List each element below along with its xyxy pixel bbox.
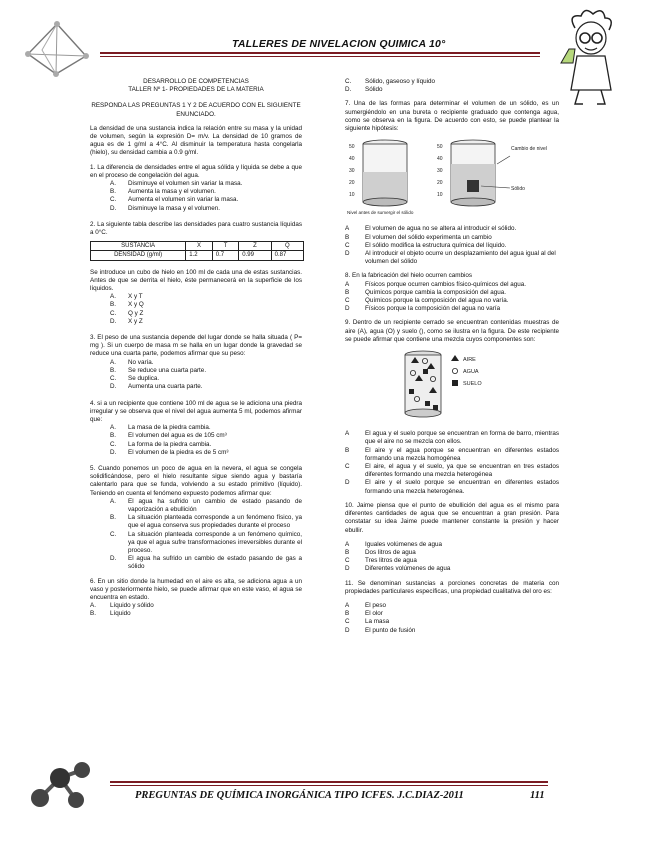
table-header-cell: T [212, 242, 239, 251]
option-a[interactable]: A Físicos porque ocurren cambios físico-químicos del agua. [345, 280, 526, 288]
question-stem: 5. Cuando ponemos un poco de agua en la nevera, el agua se congela solidificándose, pero el hielo resultante sigue siendo agua y bastaría calentarlo para que se funda, volviendo a su estado primitivo (líquido). Teniendo en cuenta el fenómeno expuesto podemos afirmar que: [90, 464, 302, 497]
option-c[interactable]: C. Sólido, gaseoso y líquido [345, 78, 436, 85]
option-a[interactable]: A. No varía. [110, 358, 154, 366]
question-7 [345, 100, 559, 266]
tick-label: 40 [349, 156, 355, 163]
tick-label: 20 [349, 180, 355, 187]
table-header-cell: Q [271, 242, 303, 251]
question-9 [345, 319, 559, 495]
question-stem: 11. Se denominan sustancias a porciones concretas de materia con propiedades particulares específicas, una propiedad cualitativa del oro es: [345, 579, 559, 595]
question-8 [345, 272, 559, 313]
option-a[interactable]: A El volumen de agua no se altera al introducir el sólido. [345, 225, 517, 233]
page-number: 111 [530, 790, 545, 801]
table-cell: 0.99 [239, 251, 271, 260]
option-c[interactable]: C. La situación planteada corresponde a un fenómeno químico, ya que el agua sufre transformaciones irreversibles durante el proceso. [110, 530, 302, 554]
tick-label: 10 [437, 192, 443, 199]
table-header-cell: SUSTANCIA [91, 242, 186, 251]
table-cell: 0.87 [271, 251, 303, 260]
option-d[interactable]: D El aire y el suelo porque se encuentran en diferentes estados formando una mezcla heterogénea. [345, 479, 559, 495]
option-b[interactable]: B Dos litros de agua [345, 548, 416, 556]
question-stem: 9. Dentro de un recipiente cerrado se encuentran contenidas muestras de aire (A), agua (O) y suelo (), como se ilustra en la figura. De este recipiente se puede afirmar que contiene una mezcla cuyos componentes son: [345, 319, 559, 343]
option-b[interactable]: B. La situación planteada corresponde a un fenómeno físico, ya que el agua conserva sus propiedades durante el proceso [110, 514, 302, 530]
option-b[interactable]: B El olor [345, 610, 383, 618]
option-c[interactable]: C El sólido modifica la estructura química del líquido. [345, 241, 507, 249]
question-4 [90, 400, 302, 457]
footer-text: PREGUNTAS DE QUÍMICA INORGÁNICA TIPO ICFES. J.C.DIAZ-2011 [135, 790, 464, 801]
option-a[interactable]: A El peso [345, 601, 387, 609]
option-c[interactable]: C. Q y Z [110, 309, 144, 317]
header-rule-thin [100, 56, 540, 57]
workshop-title: TALLER Nº 1- PROPIEDADES DE LA MATERIA [128, 86, 264, 94]
option-d[interactable]: D. Disminuye la masa y el volumen. [110, 204, 221, 212]
closed-container-figure [345, 347, 559, 421]
option-c[interactable]: C La masa [345, 618, 390, 626]
question-stem: 3. El peso de una sustancia depende del lugar donde se halla situada ( P= mg ). Si un cuerpo de masa m se halla en un lugar donde la gravedad se reduce una cuarta parte, podemos afirmar que su peso: [90, 334, 302, 358]
question-stem: 8. En la fabricación del hielo ocurren cambios [345, 272, 473, 280]
question-stem: 10. Jaime piensa que el punto de ebullición del agua es el mismo para diferentes cantidades de agua que se encuentran a gran presión. Para constatar su idea Jaime puede mantener constante la presión y hacer ebullir. [345, 501, 559, 534]
legend-air: AIRE [463, 357, 476, 364]
option-a[interactable]: A Iguales volúmenes de agua [345, 540, 443, 548]
header-rule [100, 52, 540, 54]
label-level-before: Nivel antes de sumergir el sólido [347, 210, 414, 216]
question-6-continued [345, 78, 559, 94]
option-d[interactable]: D Físicos porque la composición del agua no varía [345, 305, 501, 313]
option-d[interactable]: D. El volumen de la piedra es de 5 cm³ [110, 448, 229, 456]
footer-rule [110, 781, 548, 783]
option-b[interactable]: B El volumen del sólido experimenta un cambio [345, 233, 492, 241]
option-c[interactable]: C Químicos porque la composición del agua no varía. [345, 297, 509, 305]
tick-label: 30 [349, 168, 355, 175]
option-d[interactable]: D. X y Z [110, 317, 143, 325]
question-text: Se introduce un cubo de hielo en 100 ml de cada una de estas sustancias. Antes de que se derrita el hielo, éste permanecerá en la superficie de los líquidos. [90, 268, 302, 293]
scientist-cartoon-icon [555, 8, 625, 113]
option-b[interactable]: B. X y Q [110, 301, 144, 309]
label-change-level: Cambio de nivel [511, 146, 547, 153]
header-title: TALLERES DE NIVELACION QUIMICA 10° [232, 38, 446, 50]
option-a[interactable]: A. La masa de la piedra cambia. [110, 424, 211, 432]
option-d[interactable]: D Diferentes volúmenes de agua [345, 565, 451, 573]
option-d[interactable]: D Al introducir el objeto ocurre un desplazamiento del agua igual al del volumen del sólido [345, 250, 556, 266]
tick-label: 40 [437, 156, 443, 163]
option-b[interactable]: B. Líquido [90, 610, 131, 618]
instructions-heading: RESPONDA LAS PREGUNTAS 1 Y 2 DE ACUERDO CON EL SIGUIENTE ENUNCIADO. [91, 102, 301, 118]
table-header-cell: Z [239, 242, 271, 251]
molecule-logo-icon [22, 20, 92, 80]
option-c[interactable]: C El aire, el agua y el suelo, ya que se encuentran en tres estados diferentes formando una mezcla heterogénea [345, 463, 559, 479]
tick-label: 20 [437, 180, 443, 187]
tick-label: 30 [437, 168, 443, 175]
tick-label: 10 [349, 192, 355, 199]
question-1 [90, 164, 302, 213]
question-3 [90, 334, 302, 391]
option-a[interactable]: A. El agua ha sufrido un cambio de estado pasando de vaporización a ebullición [110, 497, 302, 513]
table-cell: 0.7 [212, 251, 239, 260]
question-stem: 4. si a un recipiente que contiene 100 ml de agua se le adiciona una piedra irregular y se observa que el nivel del agua aumenta 5 ml, podemos afirmar que: [90, 399, 302, 423]
question-stem: 2. La siguiente tabla describe las densidades para cuatro sustancia líquidas a 0°C. [90, 220, 302, 237]
left-column [90, 78, 302, 619]
option-c[interactable]: C. Se duplica. [110, 375, 160, 383]
question-11 [345, 580, 559, 635]
option-d[interactable]: D El punto de fusión [345, 626, 416, 634]
option-b[interactable]: B. Aumenta la masa y el volumen. [110, 188, 216, 196]
option-c[interactable]: C Tres litros de agua [345, 557, 417, 565]
table-header-cell: X [186, 242, 213, 251]
tick-label: 50 [349, 144, 355, 151]
option-d[interactable]: D. Sólido [345, 86, 383, 94]
option-d[interactable]: D. El agua ha sufrido un cambio de estado pasando de gas a sólido [110, 555, 302, 571]
tick-label: 50 [437, 144, 443, 151]
legend-soil: SUELO [463, 381, 482, 388]
table-row-label: DENSIDAD (g/ml) [91, 251, 186, 260]
right-column [345, 78, 559, 635]
option-a[interactable]: A. Disminuye el volumen sin variar la masa. [110, 180, 243, 188]
section-heading: DESARROLLO DE COMPETENCIAS [143, 78, 249, 85]
option-b[interactable]: B Químicos porque cambia la composición del agua. [345, 288, 507, 296]
option-a[interactable]: A. X y T [110, 293, 143, 301]
question-stem: 6. En un sitio donde la humedad en el aire es alta, se adiciona agua a un vaso y posteriormente hielo, se puede afirmar que en este vaso, el agua se encuentra en estado. [90, 577, 302, 601]
option-b[interactable]: B. El volumen del agua es de 105 cm³ [110, 432, 227, 440]
option-c[interactable]: C. Aumenta el volumen sin variar la masa. [110, 196, 239, 204]
option-d[interactable]: D. Aumenta una cuarta parte. [110, 383, 203, 391]
footer-rule-thin [110, 785, 548, 786]
question-stem: 7. Una de las formas para determinar el volumen de un sólido, es un sumergiéndolo en una bureta o recipiente graduado que contenga agua, como se observa en la figura. De acuerdo con esto, se puede plantear la siguiente hipótesis: [345, 100, 559, 133]
question-stem: 1. La diferencia de densidades entre el agua sólida y líquida se debe a que en el proceso de congelación del agua. [90, 163, 302, 179]
option-c[interactable]: C. La forma de la piedra cambia. [110, 440, 212, 448]
table-cell: 1.2 [186, 251, 213, 260]
question-10 [345, 502, 559, 574]
graduated-cylinders-figure [345, 136, 559, 216]
question-5 [90, 465, 302, 572]
question-6 [90, 578, 302, 619]
legend-water: AGUA [463, 369, 479, 376]
option-a[interactable]: A El agua y el suelo porque se encuentran en forma de barro, mientras que el aire no se mezcla con ellos. [345, 430, 559, 446]
label-solid: Sólido [511, 186, 525, 193]
option-b[interactable]: B El aire y el agua porque se encuentran en diferentes estados formando una mezcla homogénea [345, 446, 559, 462]
question-2 [90, 221, 302, 326]
molecule-model-icon [20, 748, 110, 818]
option-b[interactable]: B. Se reduce una cuarta parte. [110, 366, 207, 374]
option-a[interactable]: A. Líquido y sólido [90, 602, 154, 610]
density-table [90, 241, 304, 260]
intro-paragraph: La densidad de una sustancia indica la relación entre su masa y la unidad de volumen, según la expresión D= m/v. La densidad de 10 gramos de agua es de 1 g/ml a 4°C. Al disminuir la temperatura hasta congelarla (hielo), su densidad cambia a 0.9 g/ml. [90, 124, 302, 157]
